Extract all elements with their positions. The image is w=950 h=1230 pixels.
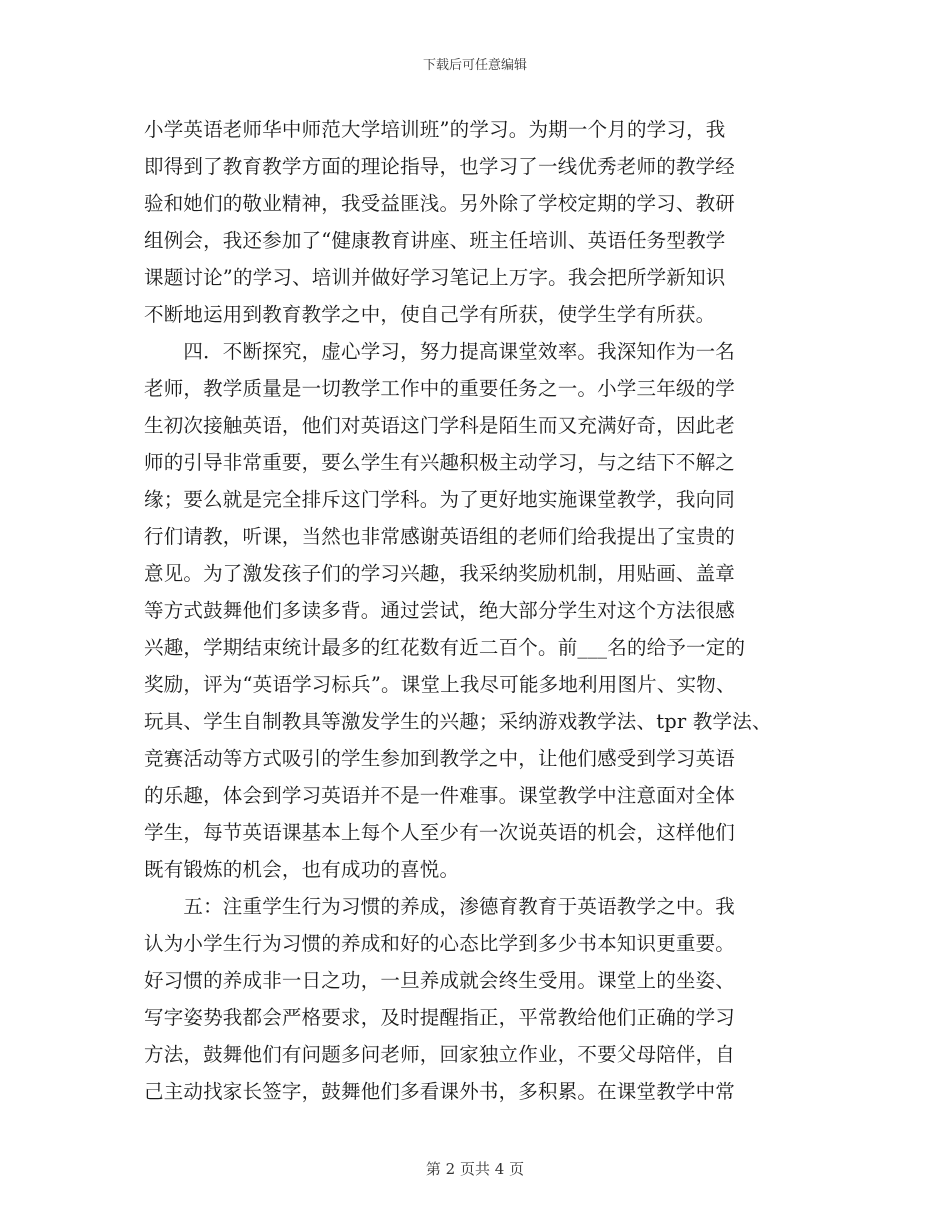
text-line: 竞赛活动等方式吸引的学生参加到教学之中，让他们感受到学习英语 (144, 747, 736, 770)
text-line: 好习惯的养成非一日之功，一旦养成就会终生受用。课堂上的坐姿、 (144, 969, 736, 992)
page-header-note: 下载后可任意编辑 (422, 58, 527, 73)
text-line: 四．不断探究，虚心学习，努力提高课堂效率。我深知作为一名 (144, 340, 736, 363)
text-line: 兴趣，学期结束统计最多的红花数有近二百个。前___名的给予一定的 (144, 636, 746, 659)
text-line: 验和她们的敬业精神，我受益匪浅。另外除了学校定期的学习、教研 (144, 192, 736, 215)
text-line: 既有锻炼的机会，也有成功的喜悦。 (144, 858, 460, 881)
text-line: 等方式鼓舞他们多读多背。通过尝试，绝大部分学生对这个方法很感 (144, 599, 736, 622)
text-line: 学生，每节英语课基本上每个人至少有一次说英语的机会，这样他们 (144, 821, 736, 844)
text-line: 师的引导非常重要，要么学生有兴趣积极主动学习，与之结下不解之 (144, 451, 736, 474)
text-line: 课题讨论”的学习、培训并做好学习笔记上万字。我会把所学新知识 (144, 266, 726, 289)
text-line: 行们请教，听课，当然也非常感谢英语组的老师们给我提出了宝贵的 (144, 525, 736, 548)
text-line: 意见。为了激发孩子们的学习兴趣，我采纳奖励机制，用贴画、盖章 (144, 562, 736, 585)
text-line: 方法，鼓舞他们有问题多问老师，回家独立作业，不要父母陪伴，自 (144, 1043, 736, 1066)
page-number: 第 2 页共 4 页 (425, 1160, 525, 1178)
text-line: 认为小学生行为习惯的养成和好的心态比学到多少书本知识更重要。 (144, 932, 736, 955)
text-line: 小学英语老师华中师范大学培训班”的学习。为期一个月的学习，我 (144, 118, 726, 141)
text-line: 组例会，我还参加了“健康教育讲座、班主任培训、英语任务型教学 (144, 229, 726, 252)
text-line: 的乐趣，体会到学习英语并不是一件难事。课堂教学中注意面对全体 (144, 784, 736, 807)
text-line: 写字姿势我都会严格要求，及时提醒指正，平常教给他们正确的学习 (144, 1006, 736, 1029)
text-line: 老师，教学质量是一切教学工作中的重要任务之一。小学三年级的学 (144, 377, 736, 400)
document-body (144, 111, 824, 1110)
text-line: 缘；要么就是完全排斥这门学科。为了更好地实施课堂教学，我向同 (144, 488, 736, 511)
text-line: 即得到了教育教学方面的理论指导，也学习了一线优秀老师的教学经 (144, 155, 736, 178)
text-line: 己主动找家长签字，鼓舞他们多看课外书，多积累。在课堂教学中常 (144, 1080, 736, 1103)
text-line: 玩具、学生自制教具等激发学生的兴趣；采纳游戏教学法、tpr 教学法、 (144, 710, 772, 733)
text-line: 生初次接触英语，他们对英语这门学科是陌生而又充满好奇，因此老 (144, 414, 736, 437)
text-line: 五：注重学生行为习惯的养成，渗德育教育于英语教学之中。我 (144, 895, 736, 918)
text-line: 奖励，评为“英语学习标兵”。课堂上我尽可能多地利用图片、实物、 (144, 673, 736, 696)
text-line: 不断地运用到教育教学之中，使自己学有所获，使学生学有所获。 (144, 303, 716, 326)
